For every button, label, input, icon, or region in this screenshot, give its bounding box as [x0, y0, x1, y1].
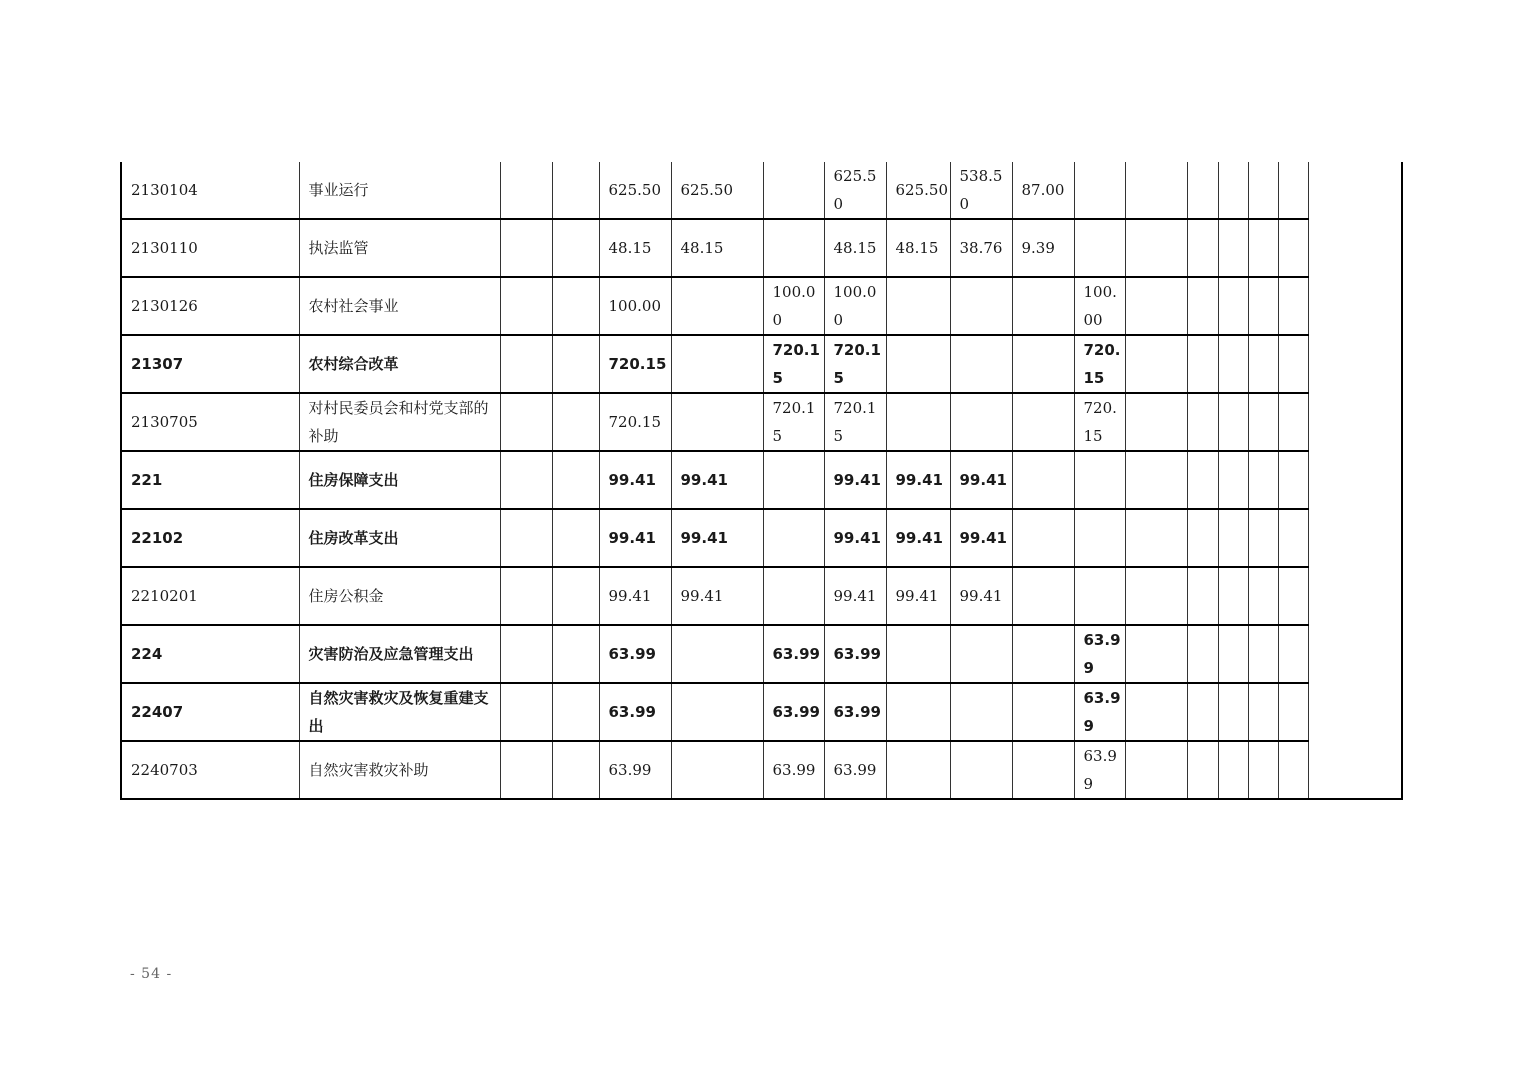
table-body — [121, 162, 1402, 799]
row-amount: 63.99 — [763, 741, 824, 799]
row-amount — [1278, 277, 1308, 335]
row-code: 21307 — [121, 335, 299, 393]
row-amount — [1125, 625, 1187, 683]
row-amount — [1012, 509, 1074, 567]
row-code: 2130705 — [121, 393, 299, 451]
table-row — [121, 219, 1402, 277]
row-name: 事业运行 — [299, 162, 500, 219]
row-amount: 625.50 — [671, 162, 763, 219]
row-amount — [1248, 567, 1278, 625]
row-amount — [500, 741, 552, 799]
row-amount — [1012, 335, 1074, 393]
row-amount — [552, 277, 599, 335]
row-amount — [886, 625, 950, 683]
row-total: 63.99 — [599, 683, 671, 741]
row-name: 自然灾害救灾补助 — [299, 741, 500, 799]
row-amount — [1187, 162, 1218, 219]
row-amount — [1248, 162, 1278, 219]
row-amount: 99.41 — [886, 567, 950, 625]
row-amount — [1187, 335, 1218, 393]
row-amount — [1218, 277, 1248, 335]
row-code: 2130104 — [121, 162, 299, 219]
row-amount — [1218, 219, 1248, 277]
row-amount: 99.41 — [824, 567, 886, 625]
row-code: 2210201 — [121, 567, 299, 625]
row-amount — [671, 625, 763, 683]
row-amount — [552, 509, 599, 567]
row-amount — [950, 683, 1012, 741]
row-amount — [1278, 393, 1308, 451]
budget-table — [120, 162, 1403, 800]
row-amount — [1187, 683, 1218, 741]
row-total: 625.50 — [599, 162, 671, 219]
row-amount — [500, 683, 552, 741]
row-amount — [1278, 683, 1308, 741]
row-amount — [1248, 683, 1278, 741]
row-amount — [950, 625, 1012, 683]
row-amount — [1012, 741, 1074, 799]
table-row — [121, 335, 1402, 393]
row-amount — [1187, 219, 1218, 277]
row-name: 农村综合改革 — [299, 335, 500, 393]
row-amount — [950, 741, 1012, 799]
row-amount — [552, 219, 599, 277]
row-amount — [1278, 741, 1308, 799]
row-total: 99.41 — [599, 509, 671, 567]
row-amount — [671, 393, 763, 451]
row-amount — [500, 277, 552, 335]
table-row — [121, 741, 1402, 799]
row-amount: 99.41 — [671, 509, 763, 567]
row-amount — [1218, 509, 1248, 567]
row-amount — [500, 509, 552, 567]
row-amount — [1248, 219, 1278, 277]
row-amount — [1187, 567, 1218, 625]
row-amount: 99.41 — [824, 451, 886, 509]
row-amount — [950, 335, 1012, 393]
row-name: 执法监管 — [299, 219, 500, 277]
row-amount — [1278, 625, 1308, 683]
row-amount: 63.99 — [1074, 683, 1125, 741]
row-amount — [1218, 741, 1248, 799]
row-amount — [1125, 683, 1187, 741]
row-amount — [500, 625, 552, 683]
row-total: 100.00 — [599, 277, 671, 335]
row-amount — [1248, 741, 1278, 799]
row-amount — [886, 741, 950, 799]
row-amount: 63.99 — [763, 683, 824, 741]
row-amount — [552, 683, 599, 741]
row-amount — [671, 335, 763, 393]
row-amount — [1248, 625, 1278, 683]
row-amount — [1248, 451, 1278, 509]
row-amount — [1074, 567, 1125, 625]
row-total: 63.99 — [599, 741, 671, 799]
row-amount: 99.41 — [950, 567, 1012, 625]
row-amount — [1218, 451, 1248, 509]
row-code: 224 — [121, 625, 299, 683]
row-amount — [1218, 393, 1248, 451]
row-amount: 48.15 — [824, 219, 886, 277]
row-amount: 99.41 — [824, 509, 886, 567]
row-amount — [1218, 567, 1248, 625]
row-amount: 720.15 — [824, 335, 886, 393]
page-number: - 54 - — [130, 966, 173, 982]
row-amount — [1012, 277, 1074, 335]
row-amount: 720.15 — [1074, 335, 1125, 393]
row-name: 住房公积金 — [299, 567, 500, 625]
row-amount — [1125, 277, 1187, 335]
row-amount — [763, 509, 824, 567]
row-amount — [763, 162, 824, 219]
row-amount — [1125, 567, 1187, 625]
row-amount — [1012, 567, 1074, 625]
row-total: 63.99 — [599, 625, 671, 683]
row-amount: 100.00 — [824, 277, 886, 335]
row-amount — [1218, 625, 1248, 683]
row-amount — [763, 219, 824, 277]
row-amount: 63.99 — [1074, 741, 1125, 799]
row-amount — [671, 277, 763, 335]
row-code: 2240703 — [121, 741, 299, 799]
table-row — [121, 567, 1402, 625]
row-total: 720.15 — [599, 393, 671, 451]
row-amount — [950, 277, 1012, 335]
row-amount — [1278, 219, 1308, 277]
row-amount — [1012, 683, 1074, 741]
row-amount — [1187, 451, 1218, 509]
row-amount: 63.99 — [1074, 625, 1125, 683]
row-total: 99.41 — [599, 451, 671, 509]
row-amount — [552, 625, 599, 683]
row-amount — [886, 683, 950, 741]
row-name: 农村社会事业 — [299, 277, 500, 335]
row-total: 48.15 — [599, 219, 671, 277]
row-amount: 63.99 — [824, 683, 886, 741]
row-code: 22102 — [121, 509, 299, 567]
row-amount — [1074, 509, 1125, 567]
row-amount: 100.00 — [763, 277, 824, 335]
row-amount — [1125, 162, 1187, 219]
row-amount — [500, 162, 552, 219]
row-amount — [1125, 335, 1187, 393]
row-amount — [886, 335, 950, 393]
row-amount — [500, 219, 552, 277]
table-row — [121, 451, 1402, 509]
row-amount: 87.00 — [1012, 162, 1074, 219]
row-amount — [552, 741, 599, 799]
row-amount — [1218, 335, 1248, 393]
row-amount — [950, 393, 1012, 451]
table-row — [121, 509, 1402, 567]
row-name: 对村民委员会和村党支部的补助 — [299, 393, 500, 451]
row-amount — [500, 567, 552, 625]
row-amount — [552, 567, 599, 625]
row-amount — [1125, 509, 1187, 567]
row-amount — [763, 567, 824, 625]
row-amount: 63.99 — [763, 625, 824, 683]
row-total: 99.41 — [599, 567, 671, 625]
row-amount: 99.41 — [950, 509, 1012, 567]
row-amount — [1248, 277, 1278, 335]
row-amount — [671, 683, 763, 741]
row-total: 720.15 — [599, 335, 671, 393]
row-amount — [500, 451, 552, 509]
row-amount — [1074, 451, 1125, 509]
table-row — [121, 277, 1402, 335]
row-amount: 99.41 — [886, 509, 950, 567]
row-name: 住房改革支出 — [299, 509, 500, 567]
row-amount — [1012, 625, 1074, 683]
row-code: 2130126 — [121, 277, 299, 335]
row-amount: 63.99 — [824, 625, 886, 683]
row-amount — [1248, 509, 1278, 567]
row-amount — [552, 335, 599, 393]
row-amount — [1125, 451, 1187, 509]
row-amount: 538.50 — [950, 162, 1012, 219]
row-amount: 100.00 — [1074, 277, 1125, 335]
row-amount — [1187, 741, 1218, 799]
row-amount: 9.39 — [1012, 219, 1074, 277]
row-amount — [552, 451, 599, 509]
row-amount — [1187, 509, 1218, 567]
row-amount — [1278, 567, 1308, 625]
row-amount — [1278, 451, 1308, 509]
row-code: 221 — [121, 451, 299, 509]
row-amount — [1218, 683, 1248, 741]
table-row — [121, 162, 1402, 219]
row-amount: 99.41 — [671, 451, 763, 509]
row-code: 22407 — [121, 683, 299, 741]
row-amount: 63.99 — [824, 741, 886, 799]
row-amount: 720.15 — [763, 335, 824, 393]
row-amount — [1125, 741, 1187, 799]
row-amount — [1278, 335, 1308, 393]
row-name: 自然灾害救灾及恢复重建支出 — [299, 683, 500, 741]
table-row — [121, 393, 1402, 451]
row-amount — [500, 335, 552, 393]
row-amount: 48.15 — [671, 219, 763, 277]
row-amount — [1012, 393, 1074, 451]
row-amount: 720.15 — [824, 393, 886, 451]
row-amount — [552, 393, 599, 451]
row-code: 2130110 — [121, 219, 299, 277]
row-amount — [1012, 451, 1074, 509]
row-amount — [1187, 277, 1218, 335]
row-amount — [1248, 393, 1278, 451]
row-amount — [1248, 335, 1278, 393]
row-amount — [1074, 162, 1125, 219]
row-amount: 625.50 — [824, 162, 886, 219]
row-amount — [1074, 219, 1125, 277]
row-amount — [1187, 625, 1218, 683]
table-row — [121, 683, 1402, 741]
row-amount — [763, 451, 824, 509]
row-amount — [1125, 393, 1187, 451]
row-amount — [886, 277, 950, 335]
row-amount — [1125, 219, 1187, 277]
row-amount — [1278, 162, 1308, 219]
row-amount — [1187, 393, 1218, 451]
row-name: 住房保障支出 — [299, 451, 500, 509]
row-amount: 625.50 — [886, 162, 950, 219]
row-amount — [552, 162, 599, 219]
row-amount: 99.41 — [950, 451, 1012, 509]
row-amount — [886, 393, 950, 451]
row-amount: 99.41 — [671, 567, 763, 625]
row-amount — [500, 393, 552, 451]
row-amount: 99.41 — [886, 451, 950, 509]
row-amount: 720.15 — [763, 393, 824, 451]
table-row — [121, 625, 1402, 683]
row-amount — [1278, 509, 1308, 567]
row-amount: 38.76 — [950, 219, 1012, 277]
row-amount: 720.15 — [1074, 393, 1125, 451]
row-amount: 48.15 — [886, 219, 950, 277]
row-amount — [1218, 162, 1248, 219]
row-name: 灾害防治及应急管理支出 — [299, 625, 500, 683]
row-amount — [671, 741, 763, 799]
